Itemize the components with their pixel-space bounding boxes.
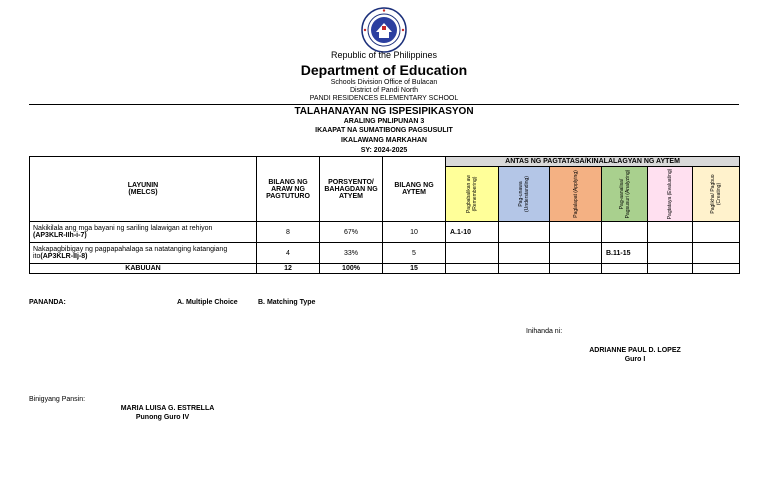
- header-porsyento: PORSYENTO/ BAHAGDAN NG ATYEM: [320, 157, 383, 222]
- specification-table: [29, 156, 740, 274]
- prepared-name: ADRIANNE PAUL D. LOPEZ: [589, 347, 681, 354]
- level-cell: B.11-15: [602, 243, 648, 264]
- level-applying: Paglalapat (Applying): [550, 167, 602, 222]
- level-evaluating: Pagtataya (Evaluating): [648, 167, 693, 222]
- noted-position: Punong Guro IV: [135, 414, 190, 421]
- level-cell: [499, 222, 550, 243]
- objective-cell: Nakapagbibigay ng pagpapahalaga sa natatanging katangiang ito(AP3KLR-IIj-8): [30, 243, 257, 264]
- prepared-label: Inihanda ni:: [526, 328, 563, 335]
- bilang-cell: 5: [383, 243, 446, 264]
- level-cell: [550, 222, 602, 243]
- level-cell: [693, 243, 740, 264]
- header-antas: ANTAS NG PAGTATASA/KINALALAGYAN NG AYTEM: [446, 157, 740, 167]
- level-cell: [550, 243, 602, 264]
- porsyento-cell: 67%: [320, 222, 383, 243]
- deped-seal-logo: [361, 7, 407, 53]
- prepared-position: Guro I: [624, 356, 646, 363]
- total-label: KABUUAN: [30, 264, 257, 274]
- level-cell: [602, 222, 648, 243]
- legend-b: B. Matching Type: [258, 299, 316, 306]
- noted-label: Binigyang Pansin:: [29, 396, 86, 403]
- quarter-text: IKALAWANG MARKAHAN: [341, 137, 427, 144]
- header-divider: [29, 104, 739, 105]
- document-title: TALAHANAYAN NG ISPESIPIKASYON: [294, 106, 474, 117]
- district-text: District of Pandi North: [349, 87, 419, 94]
- level-cell: [693, 222, 740, 243]
- level-creating: Paglikha/ Pagbuo (Creating): [693, 167, 740, 222]
- test-text: IKAAPAT NA SUMATIBONG PAGSUSULIT: [315, 127, 453, 134]
- bilang-cell: 10: [383, 222, 446, 243]
- header-bilang: BILANG NG AYTEM: [383, 157, 446, 222]
- level-cell: [648, 222, 693, 243]
- school-year-text: SY: 2024-2025: [360, 147, 408, 154]
- total-bilang: 15: [383, 264, 446, 274]
- subject-text: ARALING PNLIPUNAN 3: [343, 118, 425, 125]
- level-cell: A.1-10: [446, 222, 499, 243]
- school-name: PANDI RESIDENCES ELEMENTARY SCHOOL: [309, 95, 459, 102]
- table-row: [30, 222, 740, 243]
- level-analyzing: Pag-aanalisa/ Pagsusuri (Analyzing): [602, 167, 648, 222]
- department-title: Department of Education: [300, 62, 468, 78]
- division-text: Schools Division Office of Bulacan: [330, 79, 438, 86]
- header-layunin: LAYUNIN (MELCS): [30, 157, 257, 222]
- level-remembering: Pagbabalikan aw (Remembering): [446, 167, 499, 222]
- table-row: [30, 243, 740, 264]
- objective-cell: Nakikilala ang mga bayani ng sariling lalawigan at rehiyon (AP3KLR-IIh-i-7): [30, 222, 257, 243]
- level-cell: [499, 243, 550, 264]
- araw-cell: 4: [257, 243, 320, 264]
- level-cell: [648, 243, 693, 264]
- legend-label: PANANDA:: [29, 299, 66, 306]
- total-porsyento: 100%: [320, 264, 383, 274]
- total-row: [30, 264, 740, 274]
- level-understanding: Pag-unawa (Understanding): [499, 167, 550, 222]
- header-araw: BILANG NG ARAW NG PAGTUTURO: [257, 157, 320, 222]
- level-cell: [446, 243, 499, 264]
- total-araw: 12: [257, 264, 320, 274]
- republic-text: Republic of the Philippines: [330, 50, 438, 60]
- noted-name: MARIA LUISA G. ESTRELLA: [120, 405, 215, 412]
- legend-a: A. Multiple Choice: [177, 299, 238, 306]
- porsyento-cell: 33%: [320, 243, 383, 264]
- araw-cell: 8: [257, 222, 320, 243]
